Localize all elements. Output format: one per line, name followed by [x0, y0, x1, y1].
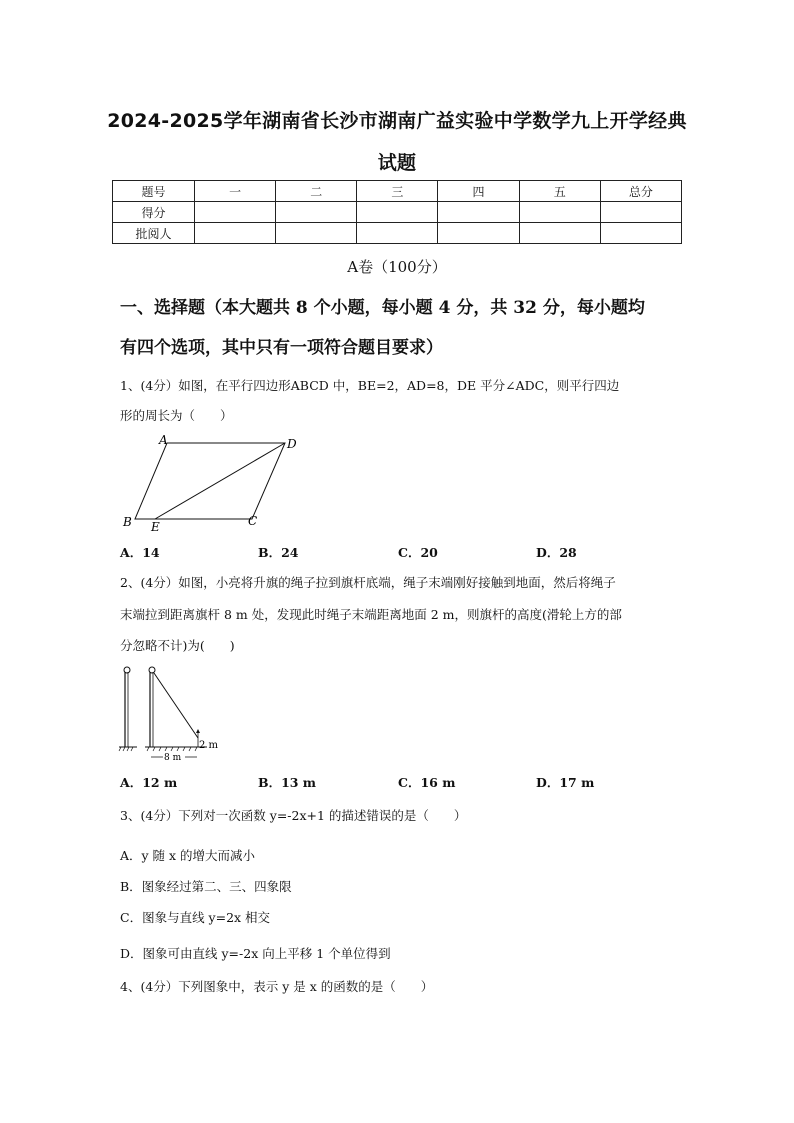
table-header-cell: 四	[438, 181, 519, 202]
vertex-label-e: E	[151, 520, 160, 534]
score-table-header-row	[113, 181, 682, 202]
row-label: 批阅人	[113, 223, 195, 244]
q3-stem: 3、(4分）下列对一次函数 y=-2x+1 的描述错误的是（ ）	[120, 808, 467, 823]
q2-option-b[interactable]: B．13 m	[258, 775, 317, 790]
vertex-label-b: B	[123, 515, 132, 529]
q1-stem-line2: 形的周长为（ ）	[120, 408, 233, 423]
part1-heading-line2: 有四个选项，其中只有一项符合题目要求）	[120, 338, 443, 358]
q1-stem-line1: 1、(4分）如图，在平行四边形ABCD 中，BE=2，AD=8，DE 平分∠ADC，则平行四边	[120, 378, 620, 393]
section-a-heading: A卷（100分）	[347, 258, 447, 276]
grader-row	[113, 223, 682, 244]
q3-option-c[interactable]: C．图象与直线 y=2x 相交	[120, 910, 271, 925]
document-title-line2: 试题	[377, 152, 417, 174]
grader-cell[interactable]	[195, 223, 276, 244]
grader-cell[interactable]	[438, 223, 519, 244]
q3-option-b[interactable]: B．图象经过第二、三、四象限	[120, 879, 292, 894]
score-cell[interactable]	[600, 202, 681, 223]
table-header-cell: 二	[276, 181, 357, 202]
table-header-cell: 一	[195, 181, 276, 202]
score-cell[interactable]	[276, 202, 357, 223]
part1-heading-line1: 一、选择题（本大题共 8 个小题，每小题 4 分，共 32 分，每小题均	[120, 298, 645, 318]
row-label: 得分	[113, 202, 195, 223]
document-title-line1: 2024-2025学年湖南省长沙市湖南广益实验中学数学九上开学经典	[107, 110, 687, 132]
vertex-label-d: D	[287, 437, 297, 451]
vertex-label-a: A	[159, 433, 168, 447]
q1-option-b[interactable]: B．24	[258, 545, 299, 560]
q2-vertical-label: 2 m	[199, 740, 219, 751]
vertex-label-c: C	[248, 514, 258, 528]
q2-stem-line1: 2、(4分）如图，小亮将升旗的绳子拉到旗杆底端，绳子末端刚好接触到地面，然后将绳子	[120, 575, 616, 590]
score-cell[interactable]	[519, 202, 600, 223]
score-cell[interactable]	[195, 202, 276, 223]
score-cell[interactable]	[438, 202, 519, 223]
score-cell[interactable]	[357, 202, 438, 223]
q3-option-a[interactable]: A．y 随 x 的增大而减小	[120, 848, 256, 863]
table-header-cell: 总分	[600, 181, 681, 202]
table-header-cell: 题号	[113, 181, 195, 202]
q2-option-c[interactable]: C．16 m	[398, 775, 456, 790]
q3-option-d[interactable]: D．图象可由直线 y=-2x 向上平移 1 个单位得到	[120, 946, 391, 961]
q1-option-c[interactable]: C．20	[398, 545, 438, 560]
q2-stem-line3: 分忽略不计)为( )	[120, 638, 235, 653]
q2-stem-line2: 末端拉到距离旗杆 8 m 处，发现此时绳子末端距离地面 2 m，则旗杆的高度(滑轮上方的部	[120, 607, 622, 622]
q2-option-d[interactable]: D．17 m	[536, 775, 595, 790]
q4-stem: 4、(4分）下列图象中，表示 y 是 x 的函数的是（ ）	[120, 979, 434, 994]
score-row	[113, 202, 682, 223]
table-header-cell: 三	[357, 181, 438, 202]
grader-cell[interactable]	[519, 223, 600, 244]
q2-flagpole-figure	[115, 660, 219, 765]
table-header-cell: 五	[519, 181, 600, 202]
q1-option-d[interactable]: D．28	[536, 545, 577, 560]
grader-cell[interactable]	[357, 223, 438, 244]
q2-horizontal-label: 8 m	[164, 753, 182, 763]
q1-parallelogram-figure	[115, 430, 315, 535]
q2-option-a[interactable]: A．12 m	[120, 775, 178, 790]
q1-option-a[interactable]: A．14	[120, 545, 160, 560]
score-table	[112, 180, 682, 244]
grader-cell[interactable]	[276, 223, 357, 244]
grader-cell[interactable]	[600, 223, 681, 244]
